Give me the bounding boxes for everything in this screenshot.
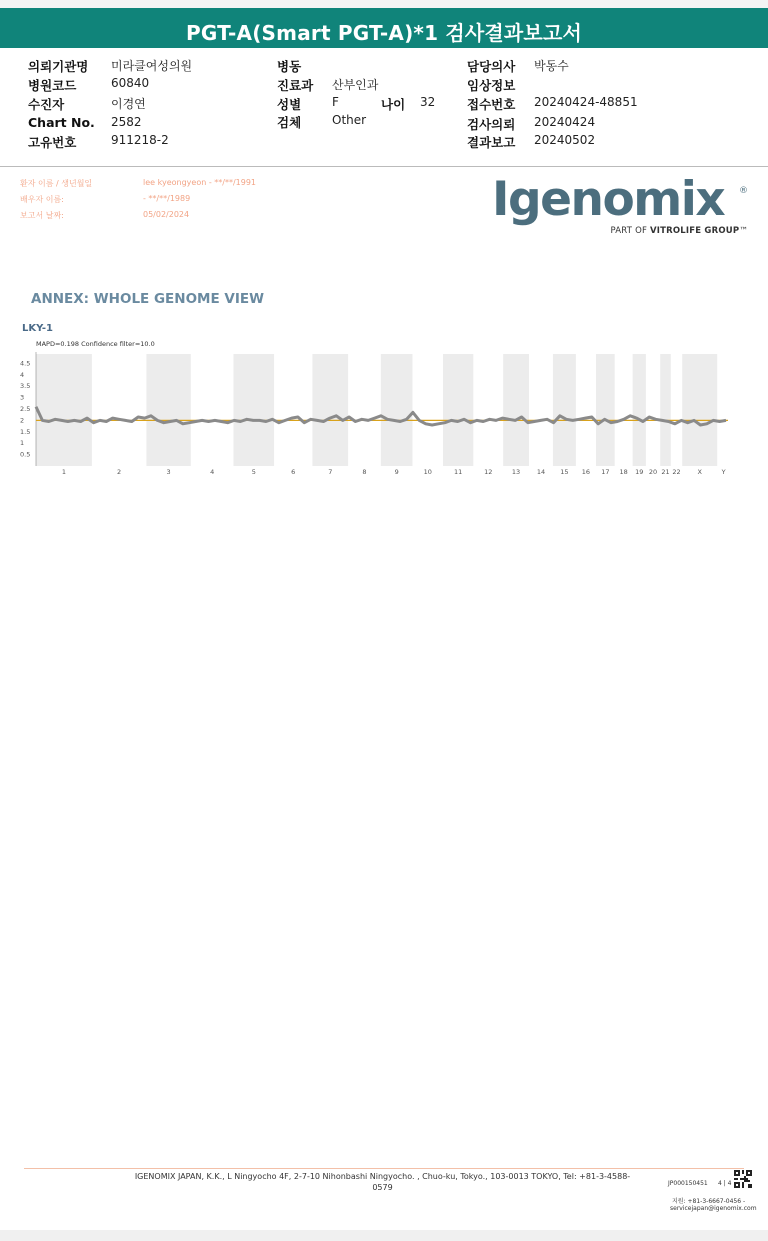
age-value: 32 (420, 95, 436, 109)
page-number: 4 | 4 (718, 1180, 732, 1187)
patient-info-table (0, 48, 768, 167)
x-tick-label-Y: Y (721, 468, 726, 476)
chromosome-band-19 (633, 354, 646, 466)
chart-no-value: 2582 (111, 115, 142, 129)
y-tick-label: 3.5 (20, 382, 31, 391)
hospital-code-value: 60840 (111, 76, 150, 90)
x-tick-label-12: 12 (484, 468, 493, 476)
specimen-value: Other (332, 113, 367, 127)
chromosome-band-X (682, 354, 717, 466)
x-tick-label-8: 8 (362, 468, 367, 476)
x-tick-label-9: 9 (394, 468, 399, 476)
page-bottom-band (0, 1230, 768, 1241)
y-tick-label: 1 (20, 439, 25, 448)
x-tick-label-16: 16 (581, 468, 591, 476)
x-tick-label-18: 18 (619, 468, 628, 476)
document-id: JP000150451 (668, 1180, 708, 1187)
x-tick-label-7: 7 (328, 468, 333, 476)
x-tick-label-17: 17 (601, 468, 610, 476)
x-tick-label-22: 22 (672, 468, 681, 476)
x-tick-label-20: 20 (648, 468, 658, 476)
receipt-number-label: 접수번호 (467, 97, 516, 112)
report-title-banner (0, 0, 768, 48)
department-label: 진료과 (277, 78, 314, 93)
whole-genome-chart (0, 336, 768, 481)
x-tick-label-10: 10 (423, 468, 432, 476)
report-title: PGT-A(Smart PGT-A)*1 검사결과보고서 (186, 21, 582, 45)
examinee-label: 수진자 (28, 97, 65, 112)
chromosome-bands (36, 354, 717, 466)
spouse-name-label: 배우자 이름: (20, 195, 64, 204)
mapd-annotation: MAPD=0.198 Confidence filter=10.0 (36, 340, 155, 348)
y-tick-label: 3 (20, 393, 25, 402)
age-label: 나이 (381, 97, 406, 112)
request-date-label: 검사의뢰 (467, 117, 516, 132)
y-tick-label: 4.5 (20, 359, 31, 368)
chromosome-band-11 (443, 354, 473, 466)
chromosome-band-15 (553, 354, 576, 466)
report-date-value-en: 05/02/2024 (143, 210, 190, 219)
chromosome-band-5 (233, 354, 274, 466)
receipt-number-value: 20240424-48851 (534, 95, 638, 109)
chromosome-band-9 (381, 354, 413, 466)
institution-label: 의뢰기관명 (28, 59, 89, 74)
chromosome-band-7 (312, 354, 348, 466)
footer-address: IGENOMIX JAPAN, K.K., L Ningyocho 4F, 2-7-10 Nihonbashi Ningyocho. , Chuo-ku, Tokyo., 103-0013 TOKYO, Tel: +81-3-4588-0579 (134, 1172, 631, 1192)
y-axis-ticks (20, 359, 30, 458)
unique-number-value: 911218-2 (111, 133, 169, 147)
x-tick-label-1: 1 (61, 468, 67, 476)
spouse-name-value: - **/**/1989 (143, 194, 191, 203)
chart-no-label: Chart No. (28, 115, 95, 130)
chromosome-band-3 (146, 354, 190, 466)
clinical-info-label: 임상정보 (467, 78, 516, 93)
chromosome-band-21 (660, 354, 671, 466)
x-tick-label-5: 5 (251, 468, 256, 476)
x-tick-label-21: 21 (661, 468, 670, 476)
contact-phone: 지원: +81-3-6667-0456 - (672, 1198, 746, 1205)
x-tick-label-11: 11 (454, 468, 463, 476)
sample-name: LKY-1 (22, 323, 54, 334)
chromosome-band-1 (36, 354, 92, 466)
ward-label: 병동 (277, 59, 302, 74)
unique-number-label: 고유번호 (28, 135, 77, 150)
annex-title: ANNEX: WHOLE GENOME VIEW (31, 291, 264, 307)
logo-registered-mark: ® (739, 186, 748, 196)
department-value: 산부인과 (332, 78, 379, 92)
y-tick-label: 1.5 (20, 427, 31, 436)
x-tick-label-X: X (697, 468, 702, 476)
x-axis-labels (62, 468, 726, 476)
chromosome-band-13 (503, 354, 529, 466)
logo-wordmark: Igenomix (492, 172, 725, 227)
footer-divider (24, 1168, 744, 1169)
x-tick-label-2: 2 (117, 468, 122, 476)
chromosome-band-17 (596, 354, 615, 466)
contact-email: servicejapan@igenomix.com (670, 1205, 757, 1212)
examinee-value: 이경연 (111, 97, 146, 111)
report-date-value: 20240502 (534, 133, 596, 147)
logo-tagline (610, 226, 748, 236)
report-date-label-en: 보고서 날짜: (20, 211, 64, 220)
logo-tagline-tm: ™ (739, 226, 748, 236)
request-date-value: 20240424 (534, 115, 596, 129)
y-tick-label: 2.5 (20, 405, 31, 413)
qr-code-icon (734, 1170, 752, 1188)
x-tick-label-6: 6 (291, 468, 296, 476)
logo-tagline-brand: VITROLIFE GROUP (649, 226, 740, 236)
institution-value: 미라클여성의원 (111, 59, 193, 73)
patient-name-value: lee kyeongyeon - **/**/1991 (143, 178, 256, 187)
x-tick-label-15: 15 (560, 468, 569, 476)
x-tick-label-3: 3 (166, 468, 171, 476)
sex-value: F (332, 95, 339, 109)
sex-label: 성별 (277, 97, 302, 112)
y-tick-label: 4 (20, 370, 25, 379)
igenomix-logo (492, 170, 750, 242)
x-tick-label-19: 19 (635, 468, 644, 476)
report-date-label: 결과보고 (467, 135, 516, 150)
doctor-label: 담당의사 (467, 59, 516, 74)
x-tick-label-4: 4 (210, 468, 215, 476)
x-tick-label-13: 13 (511, 468, 521, 476)
patient-name-label: 환자 이름 / 생년월일 (20, 179, 93, 188)
hospital-code-label: 병원코드 (28, 78, 77, 93)
y-tick-label: 2 (20, 416, 25, 425)
y-tick-label: 0.5 (20, 450, 31, 459)
x-tick-label-14: 14 (536, 468, 546, 476)
logo-tagline-prefix: PART OF (610, 226, 650, 236)
doctor-value: 박동수 (534, 59, 569, 73)
specimen-label: 검체 (277, 115, 302, 130)
